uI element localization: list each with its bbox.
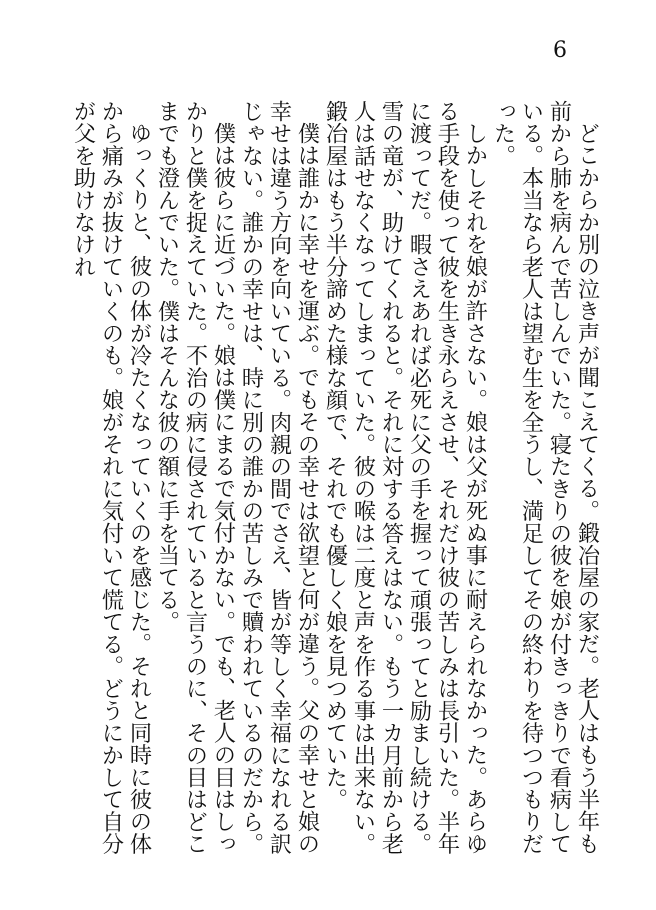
paragraph: ゆっくりと、彼の体が冷たくなっていくのを感じた。それと同時に彼の体から痛みが抜けていくのも。娘がそれに気付いて慌てる。どうにかして自分が父を助けなけれ [70, 100, 152, 855]
paragraph: しかしそれを娘が許さない。娘は父が死ぬ事に耐えられなかった。あらゆる手段を使って彼を生き永らえさせ、それだけ彼の苦しみは長引いた。半年に渡ってだ。暇さえあれば必死に父の手を握って頑張ってと励まし続ける。雪の竜が、助けてくれると。それに対する答えはない。もう一カ月前から老人は話せなくなってしまっていた。彼の喉は二度と声を作る事は出来ない。鍛冶屋はもう半分諦めた様な顔で、それでも優しく娘を見つめていた。 [322, 100, 488, 855]
paragraph: 僕は誰かに幸せを運ぶ。でもその幸せは欲望と何が違う。父の幸せと娘の幸せは違う方向を向いている。肉親の間でさえ、皆が等しく幸福になれる訳じゃない。誰かの幸せは、時に別の誰かの苦しみで贖われているのだから。 [238, 100, 320, 855]
body-text [69, 100, 601, 862]
paragraph: 僕は彼らに近づいた。娘は僕にまるで気付かない。でも、老人の目はしっかりと僕を捉えていた。不治の病に侵されていると言うのに、その目はどこまでも澄んでいた。僕はそんな彼の額に手を当てる。 [154, 100, 236, 855]
page-number: 6 [553, 38, 567, 63]
paragraph: どこからか別の泣き声が聞こえてくる。鍛冶屋の家だ。老人はもう半年も前から肺を病んで苦しんでいた。寝たきりの彼を娘が付きっきりで看病している。本当なら老人は望む生を全うし、満足してその終わりを待つつもりだった。 [490, 100, 600, 855]
